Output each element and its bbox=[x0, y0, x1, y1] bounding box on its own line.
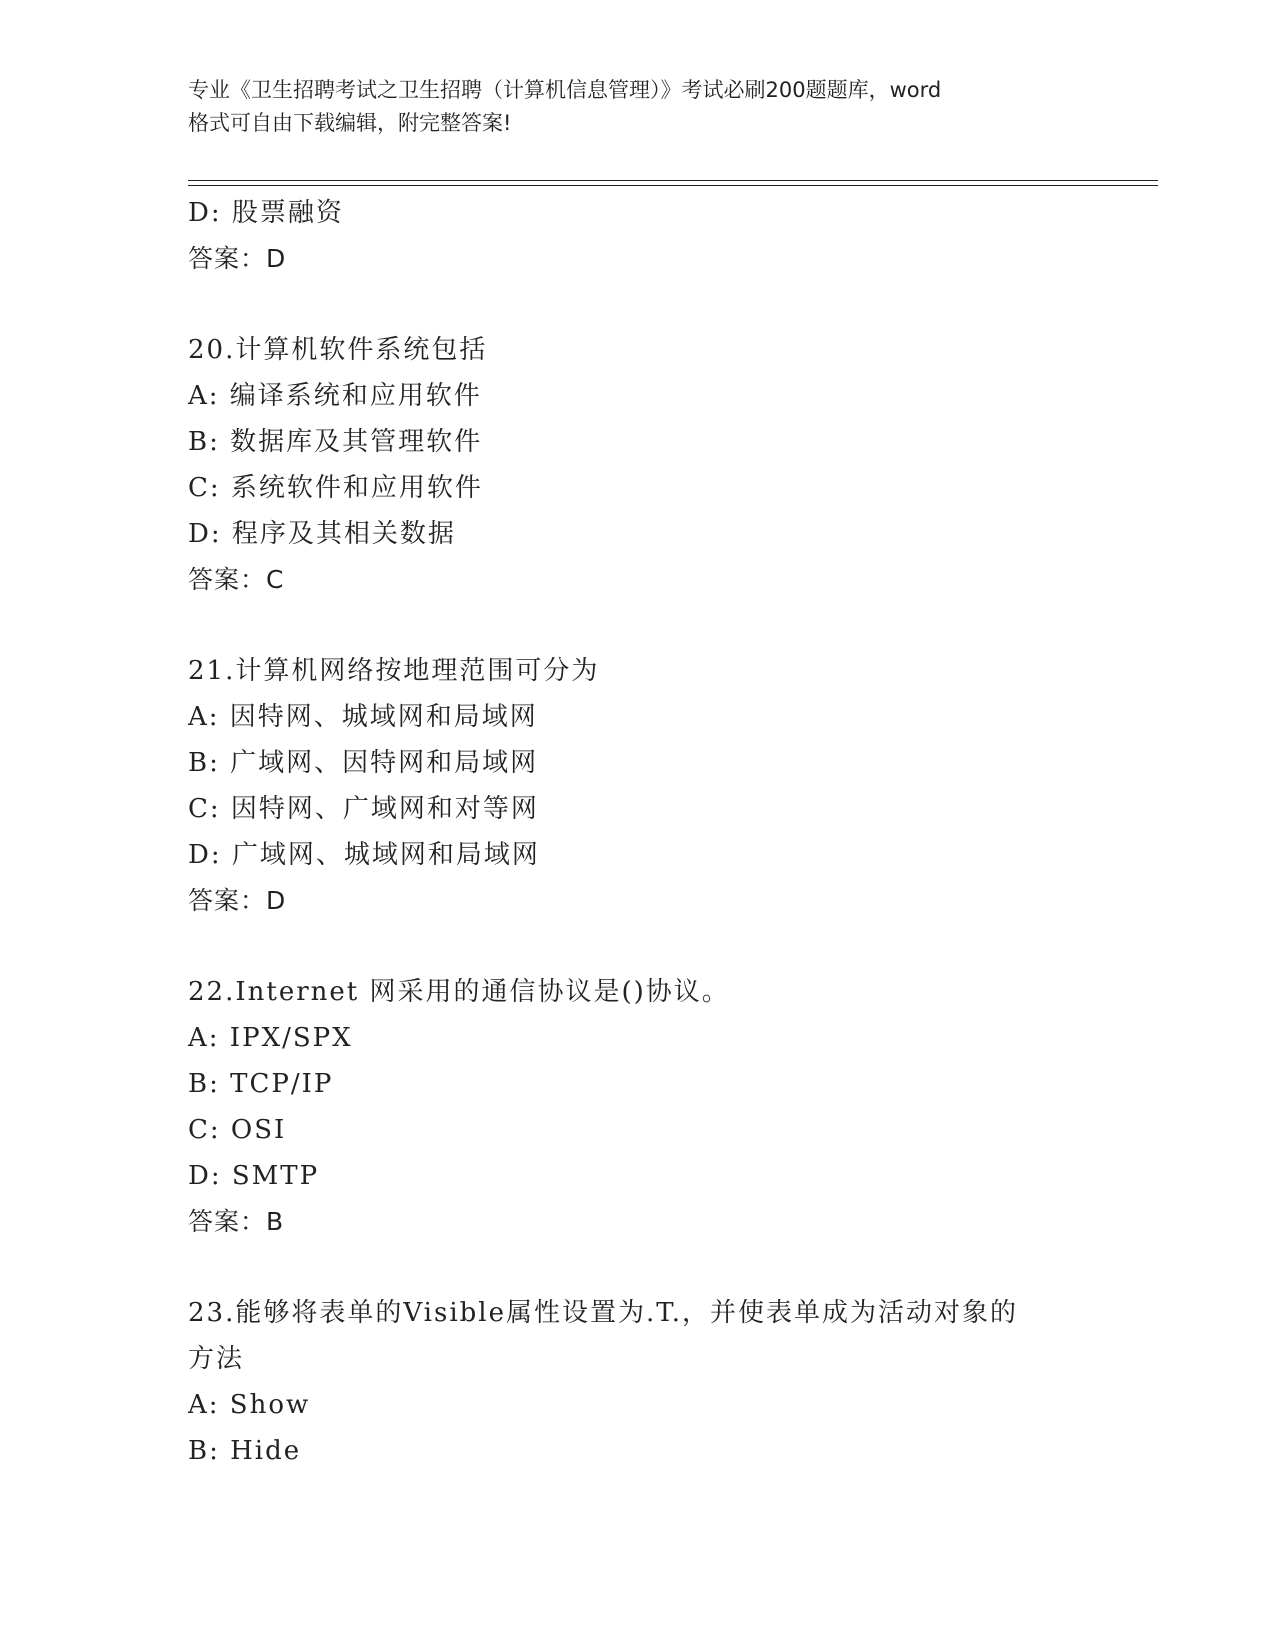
question-content bbox=[188, 190, 1168, 1474]
option-b: B: TCP/IP bbox=[188, 1069, 334, 1099]
option-b: B: Hide bbox=[188, 1436, 302, 1466]
option-d: D: 程序及其相关数据 bbox=[188, 519, 456, 549]
prev-option-d: D: 股票融资 bbox=[188, 198, 344, 228]
spacer bbox=[188, 603, 1168, 648]
question-title: 22.Internet 网采用的通信协议是()协议。 bbox=[188, 977, 730, 1007]
question-20 bbox=[188, 327, 1168, 603]
option-b: B: 数据库及其管理软件 bbox=[188, 427, 483, 457]
answer: 答案：C bbox=[188, 565, 285, 594]
option-a: A: Show bbox=[188, 1390, 311, 1420]
question-23 bbox=[188, 1290, 1168, 1474]
option-a: A: 因特网、城域网和局域网 bbox=[188, 702, 538, 732]
spacer bbox=[188, 924, 1168, 969]
option-b: B: 广域网、因特网和局域网 bbox=[188, 748, 539, 778]
header-line-1: 专业《卫生招聘考试之卫生招聘（计算机信息管理）》考试必刷200题题库，word bbox=[188, 78, 942, 102]
question-22 bbox=[188, 969, 1168, 1245]
question-title: 20.计算机软件系统包括 bbox=[188, 335, 488, 365]
spacer bbox=[188, 282, 1168, 327]
header-divider-top bbox=[188, 180, 1158, 181]
answer: 答案：D bbox=[188, 886, 287, 915]
page-header bbox=[188, 74, 1088, 140]
option-a: A: IPX/SPX bbox=[188, 1023, 353, 1053]
question-title-line-1: 23.能够将表单的Visible属性设置为.T.，并使表单成为活动对象的 bbox=[188, 1298, 1019, 1328]
question-21 bbox=[188, 648, 1168, 924]
spacer bbox=[188, 1245, 1168, 1290]
question-title: 21.计算机网络按地理范围可分为 bbox=[188, 656, 600, 686]
option-c: C: 因特网、广域网和对等网 bbox=[188, 794, 539, 824]
header-line-2: 格式可自由下载编辑，附完整答案! bbox=[188, 111, 512, 135]
option-d: D: SMTP bbox=[188, 1161, 320, 1191]
option-c: C: 系统软件和应用软件 bbox=[188, 473, 483, 503]
option-a: A: 编译系统和应用软件 bbox=[188, 381, 482, 411]
header-divider-bottom bbox=[188, 185, 1158, 186]
option-d: D: 广域网、城域网和局域网 bbox=[188, 840, 540, 870]
option-c: C: OSI bbox=[188, 1115, 287, 1145]
question-title-line-2: 方法 bbox=[188, 1344, 245, 1374]
prev-answer: 答案：D bbox=[188, 244, 287, 273]
answer: 答案：B bbox=[188, 1207, 285, 1236]
